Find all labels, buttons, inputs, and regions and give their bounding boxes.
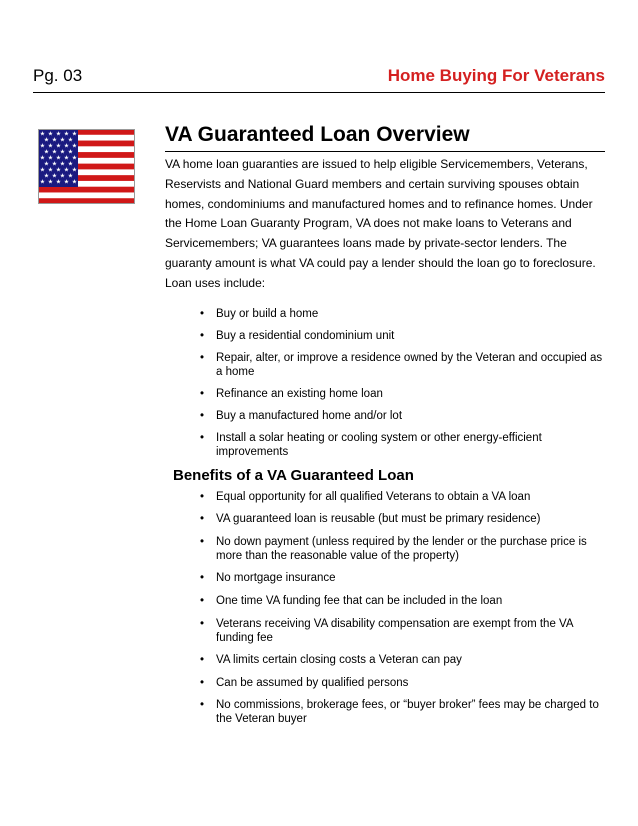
page-number: Pg. 03: [33, 66, 83, 85]
list-item-text: VA limits certain closing costs a Veteran can pay: [216, 654, 462, 667]
flag-star: ★: [59, 160, 66, 168]
flag-star: ★: [47, 130, 54, 138]
list-item-text: One time VA funding fee that can be included in the loan: [216, 594, 503, 607]
flag-stripe: [38, 187, 135, 193]
flag-star: ★: [59, 136, 66, 144]
list-item: [165, 409, 605, 423]
list-item: [165, 617, 605, 645]
list-item: [165, 535, 605, 563]
list-item: [165, 307, 605, 321]
header-divider: [33, 92, 605, 93]
flag-star: ★: [63, 154, 70, 162]
benefits-list: [165, 490, 605, 727]
list-item-text: Equal opportunity for all qualified Veterans to obtain a VA loan: [216, 490, 531, 503]
list-item: [165, 698, 605, 726]
list-item-text: Install a solar heating or cooling system or other energy-efficient improvements: [216, 431, 542, 458]
list-item: [165, 351, 605, 379]
flag-star: ★: [71, 178, 78, 186]
bullet-icon: •: [200, 329, 205, 342]
list-item-text: Buy or build a home: [216, 307, 319, 320]
flag-star: ★: [43, 148, 50, 156]
bullet-icon: •: [200, 490, 205, 503]
flag-star: ★: [63, 142, 70, 150]
flag-star: ★: [39, 178, 46, 186]
loan-uses-list: [165, 307, 605, 459]
american-flag-icon: [38, 129, 135, 204]
flag-star: ★: [67, 172, 74, 180]
list-item-text: Veterans receiving VA disability compensation are exempt from the VA funding fee: [216, 617, 573, 644]
flag-star: ★: [55, 166, 62, 174]
list-item: [165, 676, 605, 690]
bullet-icon: •: [200, 654, 205, 667]
section-divider: [165, 151, 605, 152]
flag-star: ★: [39, 166, 46, 174]
list-item: [165, 431, 605, 459]
bullet-icon: •: [200, 351, 205, 364]
flag-star: ★: [55, 130, 62, 138]
list-item-text: Can be assumed by qualified persons: [216, 676, 409, 689]
bullet-icon: •: [200, 594, 205, 607]
benefits-title: Benefits of a VA Guaranteed Loan: [173, 466, 414, 484]
bullet-icon: •: [200, 617, 205, 630]
bullet-icon: •: [200, 572, 205, 585]
bullet-icon: •: [200, 409, 205, 422]
list-item: [165, 512, 605, 526]
flag-star: ★: [39, 142, 46, 150]
flag-star: ★: [47, 142, 54, 150]
flag-star: ★: [51, 148, 58, 156]
flag-star: ★: [71, 166, 78, 174]
flag-star: ★: [47, 166, 54, 174]
list-item: [165, 490, 605, 504]
list-item-text: Refinance an existing home loan: [216, 387, 383, 400]
list-item: [165, 594, 605, 608]
flag-star: ★: [67, 148, 74, 156]
page-header: [33, 66, 605, 90]
list-item-text: VA guaranteed loan is reusable (but must be primary residence): [216, 513, 541, 526]
flag-star: ★: [59, 148, 66, 156]
flag-star: ★: [71, 142, 78, 150]
list-item-text: No commissions, brokerage fees, or “buyer broker” fees may be charged to the Veteran buyer: [216, 699, 599, 726]
flag-star: ★: [39, 130, 46, 138]
list-item-text: Buy a residential condominium unit: [216, 329, 395, 342]
flag-star: ★: [51, 172, 58, 180]
flag-star: ★: [67, 160, 74, 168]
bullet-icon: •: [200, 387, 205, 400]
list-item-text: No mortgage insurance: [216, 572, 336, 585]
flag-star: ★: [51, 160, 58, 168]
flag-star: ★: [43, 136, 50, 144]
bullet-icon: •: [200, 699, 205, 712]
flag-star: ★: [43, 172, 50, 180]
list-item-text: Buy a manufactured home and/or lot: [216, 409, 403, 422]
list-item: [165, 387, 605, 401]
flag-star: ★: [63, 130, 70, 138]
flag-star: ★: [63, 166, 70, 174]
list-item: [165, 653, 605, 667]
bullet-icon: •: [200, 307, 205, 320]
list-item: [165, 571, 605, 585]
intro-paragraph: VA home loan guaranties are issued to help eligible Servicemembers, Veterans, Reservists and National Guard members and certain surviving spouses obtain homes, condominiums and manufactured homes and to refinance homes. Under the Home Loan Guaranty Program, VA does not make loans to Veterans and Servicemembers; VA guarantees loans made by private-sector lenders. The guaranty amount is what VA could pay a lender should the loan go to foreclosure. Loan uses include:: [165, 157, 596, 290]
bullet-icon: •: [200, 535, 205, 548]
list-item-text: Repair, alter, or improve a residence owned by the Veteran and occupied as a home: [216, 351, 603, 378]
bullet-icon: •: [200, 431, 205, 444]
flag-star: ★: [55, 178, 62, 186]
list-item: [165, 329, 605, 343]
flag-star: ★: [71, 154, 78, 162]
list-item-text: No down payment (unless required by the lender or the purchase price is more than the reasonable value of the property): [216, 535, 587, 562]
flag-star: ★: [55, 142, 62, 150]
flag-star: ★: [71, 130, 78, 138]
flag-star: ★: [47, 178, 54, 186]
section-title: VA Guaranteed Loan Overview: [165, 123, 470, 146]
flag-star: ★: [63, 178, 70, 186]
flag-star: ★: [67, 136, 74, 144]
main-content: [165, 122, 605, 735]
bullet-icon: •: [200, 676, 205, 689]
flag-star: ★: [47, 154, 54, 162]
bullet-icon: •: [200, 513, 205, 526]
flag-star: ★: [59, 172, 66, 180]
flag-star: ★: [39, 154, 46, 162]
flag-star: ★: [55, 154, 62, 162]
flag-star: ★: [51, 136, 58, 144]
document-title: Home Buying For Veterans: [387, 66, 605, 85]
flag-star: ★: [43, 160, 50, 168]
